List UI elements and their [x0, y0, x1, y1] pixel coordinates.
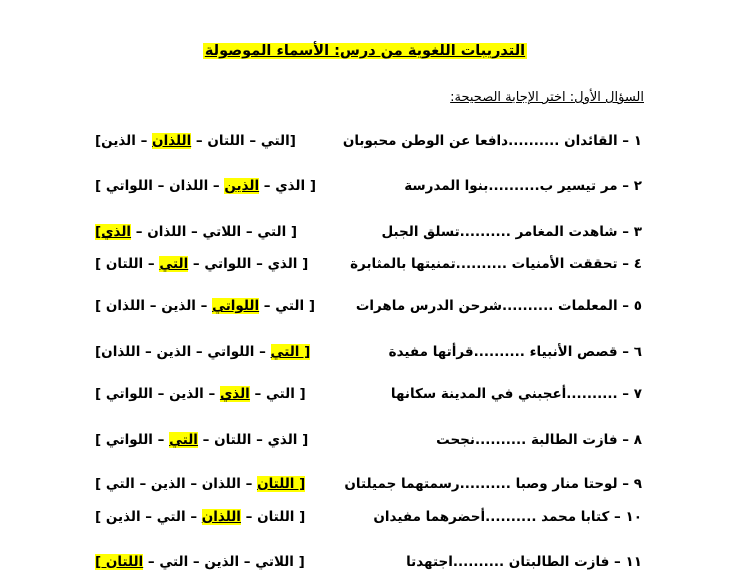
answer-option: اللواتي ] — [95, 432, 153, 448]
question-1-text: ١ – القائدان ..........دافعا عن الوطن محبوبان — [342, 133, 642, 149]
answer-option: اللواتي — [207, 344, 255, 360]
question-7-options: [ التي – الذي – الذين – اللواتي ] — [95, 386, 306, 402]
answer-option: الذين — [156, 344, 192, 360]
answer-option: الذين] — [95, 133, 136, 149]
answer-option: [ الذي — [275, 178, 316, 194]
answer-option: [ اللاتي — [255, 554, 305, 570]
question-8-options: [ الذي – اللتان – التي – اللواتي ] — [95, 432, 309, 448]
answer-option: التي ] — [95, 476, 135, 492]
question-heading: السؤال الأول: اختر الإجابة الصحيحة: — [450, 90, 644, 105]
page-title — [0, 43, 730, 59]
question-9-text: ٩ – لوحتا منار وصبا ..........رسمتهما جميلتان — [344, 476, 642, 492]
question-5-text: ٥ – المعلمات ..........شرحن الدرس ماهرات — [355, 298, 642, 314]
correct-answer: اللذان — [152, 133, 192, 149]
question-9-options: [ اللتان – اللذان – الذين – التي ] — [95, 476, 306, 492]
answer-option: الذين — [204, 554, 240, 570]
answer-option: الذين — [161, 298, 196, 314]
question-7-text: ٧ – ..........أعجبني في المدينة سكانها — [390, 386, 642, 402]
answer-option: [ اللتان — [257, 509, 306, 525]
answer-option: اللذان — [147, 224, 187, 240]
question-4-text: ٤ – تحققت الأمنيات ..........تمنيتها بالمثابرة — [350, 256, 642, 272]
answer-option: [ التي — [265, 386, 306, 402]
answer-option: اللواتي — [204, 256, 252, 272]
answer-option: اللذان] — [95, 344, 141, 360]
answer-option: [ التي — [275, 298, 315, 314]
question-2-options: [ الذي – الذين – اللذان – اللواتي ] — [95, 178, 316, 194]
correct-answer: اللذان — [201, 509, 241, 525]
answer-option: اللواتي ] — [95, 178, 153, 194]
page-title-text: التدريبات اللغوية من درس: الأسماء الموصولة — [204, 43, 526, 59]
question-10-text: ١٠ – كتابا محمد ..........أحضرهما مفيدان — [373, 509, 642, 525]
correct-answer: [ اللتان — [257, 476, 306, 492]
question-8-text: ٨ – فازت الطالبة ..........نجحت — [436, 432, 642, 448]
question-6-options: [ التي – اللواتي – الذين – اللذان] — [95, 344, 311, 360]
correct-answer: اللواتي — [212, 298, 260, 314]
question-6-text: ٦ – قصص الأنبياء ..........قرأتها مفيدة — [388, 344, 642, 360]
question-11-text: ١١ – فازت الطالبتان ..........اجتهدتا — [406, 554, 642, 570]
question-1-options: [التي – اللتان – اللذان – الذين] — [95, 133, 296, 149]
question-5-options: [ التي – اللواتي – الذين – اللذان ] — [95, 298, 315, 314]
correct-answer: التي — [159, 256, 189, 272]
answer-option: التي — [159, 554, 189, 570]
answer-option: اللواتي ] — [95, 386, 153, 402]
answer-option: [ التي — [257, 224, 298, 240]
question-3-text: ٣ – شاهدت المغامر ..........تسلق الجبل — [381, 224, 642, 240]
answer-option: التي — [156, 509, 186, 525]
correct-answer: اللتان ] — [95, 554, 144, 570]
correct-answer: الذين — [224, 178, 260, 194]
answer-option: [التي — [260, 133, 296, 149]
answer-option: اللذان ] — [95, 298, 146, 314]
answer-option: اللذان — [201, 476, 241, 492]
question-3-options: [ التي – اللاتي – اللذان – الذي] — [95, 224, 298, 240]
answer-option: اللتان — [207, 133, 245, 149]
question-10-options: [ اللتان – اللذان – التي – الذين ] — [95, 509, 306, 525]
answer-option: الذين ] — [95, 509, 141, 525]
answer-option: [ الذي — [267, 432, 309, 448]
answer-option: الذين — [150, 476, 186, 492]
question-11-options: [ اللاتي – الذين – التي – اللتان ] — [95, 554, 305, 570]
correct-answer: الذي — [219, 386, 250, 402]
answer-option: اللتان ] — [95, 256, 144, 272]
answer-option: اللاتي — [202, 224, 242, 240]
answer-option: اللتان — [214, 432, 252, 448]
answer-option: الذين — [169, 386, 204, 402]
answer-option: [ الذي — [267, 256, 309, 272]
correct-answer: الذي] — [95, 224, 132, 240]
question-2-text: ٢ – مر تيسير ب..........بنوا المدرسة — [404, 178, 642, 194]
answer-option: اللذان — [169, 178, 209, 194]
correct-answer: التي — [169, 432, 198, 448]
question-4-options: [ الذي – اللواتي – التي – اللتان ] — [95, 256, 309, 272]
correct-answer: [ التي — [270, 344, 311, 360]
